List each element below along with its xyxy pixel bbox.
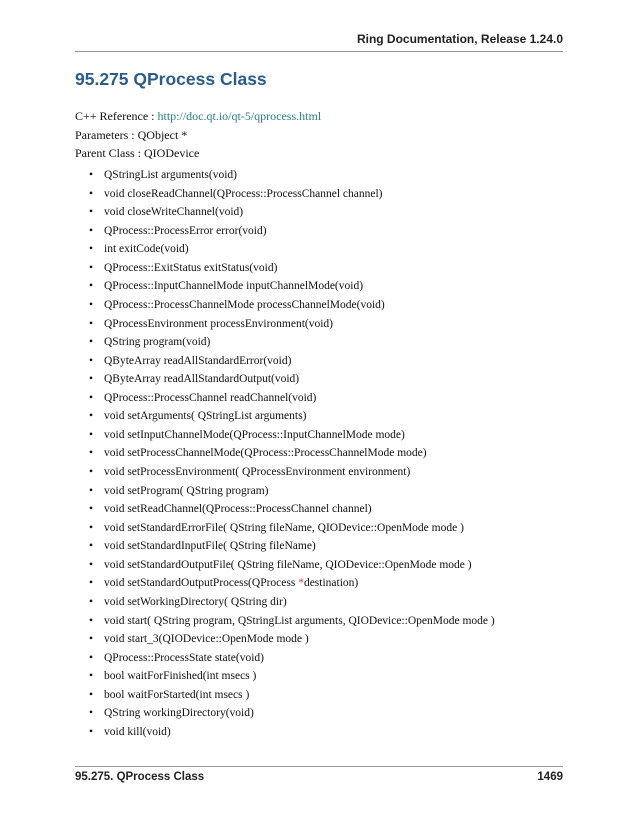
bullet-icon: • (89, 224, 94, 237)
method-signature: void setStandardErrorFile( QString fileName, QIODevice::OpenMode mode ) (104, 521, 464, 534)
bullet-icon: • (89, 354, 94, 367)
bullet-icon: • (89, 503, 94, 516)
bullet-icon: • (89, 558, 94, 571)
method-list (75, 166, 495, 741)
bullet-icon: • (89, 633, 94, 646)
bullet-icon: • (89, 373, 94, 386)
bullet-icon: • (89, 261, 94, 274)
bullet-icon: • (89, 447, 94, 460)
bullet-icon: • (89, 577, 94, 590)
method-signature: QProcess::ProcessChannel readChannel(void) (104, 391, 317, 404)
method-item (75, 333, 495, 352)
method-signature: void setInputChannelMode(QProcess::InputChannelMode mode) (104, 428, 405, 441)
method-item (75, 240, 495, 259)
method-item (75, 389, 495, 408)
method-signature: void setArguments( QStringList arguments) (104, 410, 307, 423)
method-signature: void setProcessEnvironment( QProcessEnvironment environment) (104, 466, 411, 478)
method-signature: QProcess::ExitStatus exitStatus(void) (104, 261, 278, 274)
method-item (75, 556, 495, 575)
bullet-icon: • (89, 410, 94, 423)
method-item (75, 667, 495, 686)
bullet-icon: • (89, 243, 94, 256)
bullet-icon: • (89, 670, 94, 683)
bullet-icon: • (89, 391, 94, 404)
footer-divider (75, 766, 563, 767)
method-signature: void setReadChannel(QProcess::ProcessChannel channel) (104, 503, 372, 516)
method-item (75, 519, 495, 538)
bullet-icon: • (89, 595, 94, 608)
method-signature: QProcess::InputChannelMode inputChannelMode(void) (104, 280, 364, 293)
method-signature: void closeReadChannel(QProcess::ProcessChannel channel) (104, 187, 383, 200)
method-signature: QStringList arguments(void) (104, 169, 237, 181)
bullet-icon: • (89, 428, 94, 441)
method-item (75, 277, 495, 296)
method-item (75, 296, 495, 315)
method-item (75, 686, 495, 705)
page-number: 1469 (537, 771, 563, 783)
method-signature: void setStandardOutputProcess(QProcess *destination) (104, 577, 359, 590)
method-item (75, 426, 495, 445)
method-item (75, 649, 495, 668)
bullet-icon: • (89, 707, 94, 720)
bullet-icon: • (89, 317, 94, 330)
section-title: 95.275 QProcess Class (75, 69, 267, 89)
method-item (75, 370, 495, 389)
bullet-icon: • (89, 336, 94, 349)
method-item (75, 612, 495, 631)
reference-label: C++ Reference : (75, 109, 158, 123)
method-item (75, 537, 495, 556)
bullet-icon: • (89, 540, 94, 553)
method-signature: void start( QString program, QStringList arguments, QIODevice::OpenMode mode ) (104, 614, 495, 627)
bullet-icon: • (89, 169, 94, 181)
bullet-icon: • (89, 521, 94, 534)
method-item (75, 500, 495, 519)
method-signature: QProcess::ProcessChannelMode processChannelMode(void) (104, 298, 385, 311)
method-item (75, 723, 495, 742)
method-item (75, 407, 495, 426)
bullet-icon: • (89, 298, 94, 311)
method-item (75, 593, 495, 612)
method-signature: int exitCode(void) (104, 243, 189, 256)
method-item (75, 444, 495, 463)
method-signature: bool waitForStarted(int msecs ) (104, 688, 250, 701)
method-signature: bool waitForFinished(int msecs ) (104, 670, 257, 683)
method-signature: void setProcessChannelMode(QProcess::ProcessChannelMode mode) (104, 447, 427, 460)
method-signature: QProcessEnvironment processEnvironment(void) (104, 317, 333, 330)
method-signature: void setStandardOutputFile( QString fileName, QIODevice::OpenMode mode ) (104, 558, 472, 571)
bullet-icon: • (89, 206, 94, 219)
cpp-reference-line (75, 109, 321, 124)
bullet-icon: • (89, 187, 94, 200)
method-item (75, 203, 495, 222)
method-signature: void closeWriteChannel(void) (104, 206, 244, 219)
method-signature: void kill(void) (104, 725, 171, 738)
bullet-icon: • (89, 651, 94, 664)
reference-link[interactable]: http://doc.qt.io/qt-5/qprocess.html (157, 109, 322, 123)
bullet-icon: • (89, 688, 94, 701)
bullet-icon: • (89, 280, 94, 293)
method-signature: void setStandardInputFile( QString fileName) (104, 540, 316, 553)
method-signature: QString workingDirectory(void) (104, 707, 254, 720)
method-signature: QByteArray readAllStandardError(void) (104, 354, 292, 367)
header-divider (75, 51, 563, 52)
method-signature: void setWorkingDirectory( QString dir) (104, 595, 287, 608)
method-signature: QByteArray readAllStandardOutput(void) (104, 373, 300, 386)
parent-class-line: Parent Class : QIODevice (75, 146, 200, 160)
method-signature: QProcess::ProcessState state(void) (104, 651, 265, 664)
method-signature: QString program(void) (104, 336, 211, 349)
method-signature: void start_3(QIODevice::OpenMode mode ) (104, 633, 309, 646)
method-item (75, 574, 495, 593)
method-item (75, 222, 495, 241)
footer-section-label: 95.275. QProcess Class (75, 771, 205, 783)
method-item (75, 630, 495, 649)
bullet-icon: • (89, 725, 94, 738)
method-item (75, 315, 495, 334)
bullet-icon: • (89, 484, 94, 497)
running-header: Ring Documentation, Release 1.24.0 (356, 32, 563, 46)
pointer-marker: * (298, 577, 304, 590)
method-item (75, 463, 495, 482)
method-signature: QProcess::ProcessError error(void) (104, 224, 267, 237)
method-item (75, 482, 495, 501)
parameters-line: Parameters : QObject * (75, 128, 188, 142)
method-item (75, 185, 495, 204)
bullet-icon: • (89, 466, 94, 478)
method-item (75, 259, 495, 278)
method-signature: void setProgram( QString program) (104, 484, 269, 497)
method-item (75, 704, 495, 723)
method-item (75, 352, 495, 371)
method-item (75, 166, 495, 185)
bullet-icon: • (89, 614, 94, 627)
